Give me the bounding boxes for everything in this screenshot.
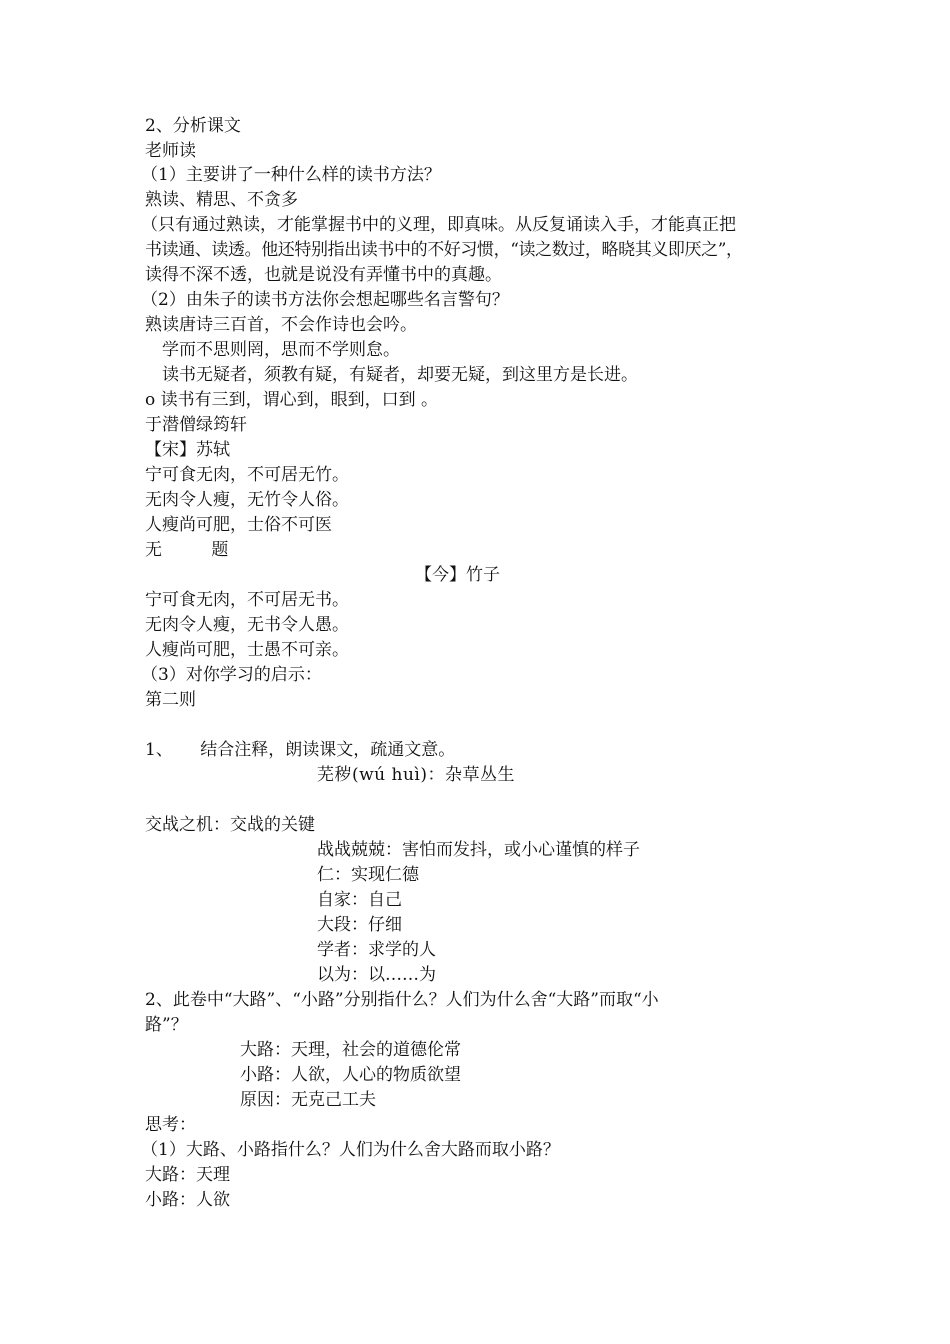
annotation-line: 芜秽(wú huì)：杂草丛生 xyxy=(317,765,516,785)
question-2: （2）由朱子的读书方法你会想起哪些名言警句？ xyxy=(141,290,509,310)
answer-line: 熟读、精思、不贪多 xyxy=(145,190,298,210)
poem-author: 【宋】苏轼 xyxy=(145,440,230,460)
answer-line: 大路：天理，社会的道德伦常 xyxy=(240,1040,461,1060)
think-heading: 思考： xyxy=(145,1115,196,1135)
annotation-line: 以为：以……为 xyxy=(317,965,436,985)
answer-line: 大路：天理 xyxy=(145,1165,230,1185)
quote-line: 学而不思则罔，思而不学则怠。 xyxy=(162,340,400,360)
question-3: （3）对你学习的启示： xyxy=(141,665,322,685)
annotation-line: 自家：自己 xyxy=(317,890,402,910)
annotation-line: 仁：实现仁德 xyxy=(317,865,419,885)
text-line: 老师读 xyxy=(145,141,196,161)
poem-line: 无肉令人瘦，无书令人愚。 xyxy=(145,615,349,635)
numbered-item-1: 1、 结合注释，朗读课文，疏通文意。 xyxy=(145,740,456,760)
section-heading-part-two: 第二则 xyxy=(145,690,196,710)
answer-line: 小路：人欲，人心的物质欲望 xyxy=(240,1065,461,1085)
numbered-item-2: 2、此卷中“大路”、“小路”分别指什么？人们为什么舍“大路”而取“小 xyxy=(145,990,659,1010)
annotation-line: 学者：求学的人 xyxy=(317,940,436,960)
poem-line: 宁可食无肉，不可居无书。 xyxy=(145,590,349,610)
text-line: 路”？ xyxy=(145,1015,188,1035)
annotation-line: 战战兢兢：害怕而发抖，或小心谨慎的样子 xyxy=(317,840,640,860)
text-line: 读得不深不透，也就是说没有弄懂书中的真趣。 xyxy=(145,265,502,285)
section-heading-analyze-text: 2、分析课文 xyxy=(145,116,241,136)
poem-title: 于潜僧绿筠轩 xyxy=(145,415,247,435)
question-1: （1）主要讲了一种什么样的读书方法？ xyxy=(141,165,441,185)
poem-line: 无肉令人瘦，无竹令人俗。 xyxy=(145,490,349,510)
annotation-line: 大段：仔细 xyxy=(317,915,402,935)
text-line: 书读通、读透。他还特别指出读书中的不好习惯，“读之数过，略晓其义即厌之”， xyxy=(145,240,743,260)
quote-line: o 读书有三到，谓心到，眼到，口到 。 xyxy=(145,390,439,410)
poem-line: 人瘦尚可肥，士俗不可医 xyxy=(145,515,332,535)
question-line: （1）大路、小路指什么？人们为什么舍大路而取小路？ xyxy=(141,1140,560,1160)
poem-author: 【今】竹子 xyxy=(415,565,500,585)
annotation-line: 交战之机：交战的关键 xyxy=(145,815,315,835)
answer-line: 原因：无克己工夫 xyxy=(240,1090,376,1110)
poem-title: 无 题 xyxy=(145,540,229,560)
quote-line: 读书无疑者，须教有疑，有疑者，却要无疑，到这里方是长进。 xyxy=(162,365,638,385)
text-line: （只有通过熟读，才能掌握书中的义理，即真味。从反复诵读入手，才能真正把 xyxy=(141,215,736,235)
poem-line: 宁可食无肉，不可居无竹。 xyxy=(145,465,349,485)
answer-line: 小路：人欲 xyxy=(145,1190,230,1210)
quote-line: 熟读唐诗三百首，不会作诗也会吟。 xyxy=(145,315,417,335)
poem-line: 人瘦尚可肥，士愚不可亲。 xyxy=(145,640,349,660)
